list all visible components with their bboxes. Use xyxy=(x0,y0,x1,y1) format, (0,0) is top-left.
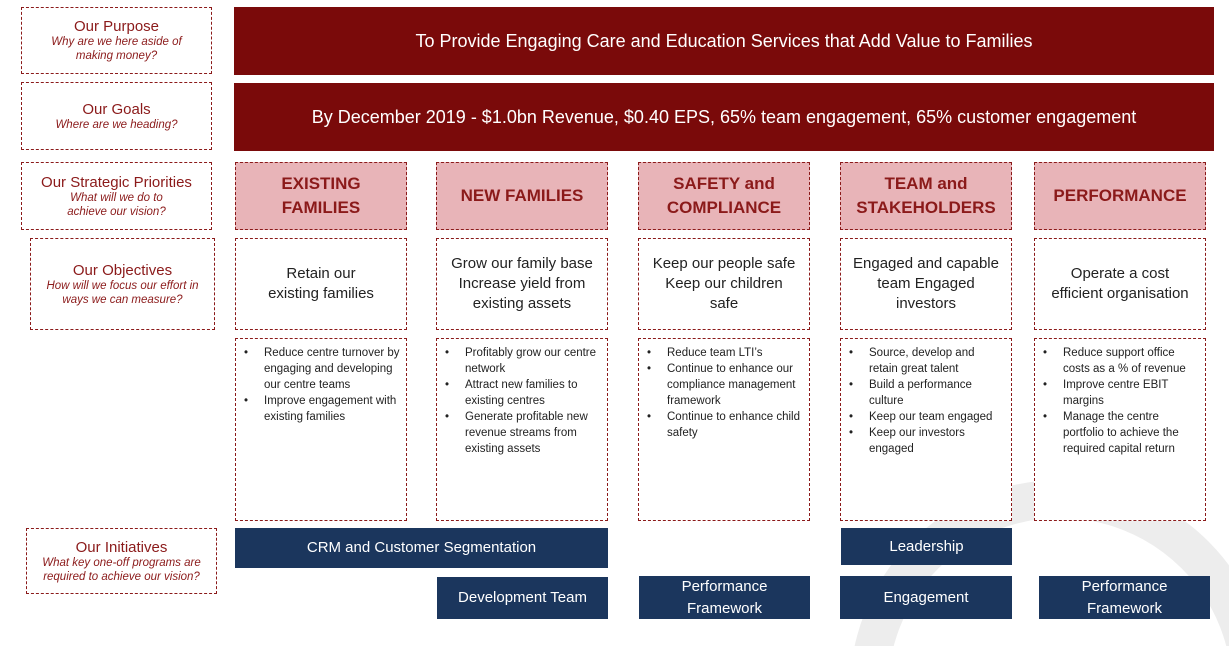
priority-performance xyxy=(1034,162,1206,230)
label-priorities-sub: What will we do to achieve our vision? xyxy=(67,191,166,218)
priority-team-stakeholders xyxy=(840,162,1012,230)
initiatives-new-families xyxy=(436,338,608,521)
list-item: • Reduce team LTI’s xyxy=(645,345,803,361)
performance-framework-label: Performance Framework xyxy=(681,577,768,617)
priority-label: EXISTING FAMILIES xyxy=(281,174,361,217)
objective-text: Operate a cost efficient organisation xyxy=(1051,265,1189,302)
objective-text: Grow our family base Increase yield from existing assets xyxy=(451,255,593,312)
label-initiatives-title: Our Initiatives xyxy=(75,538,168,556)
list-item: • Keep our investors engaged xyxy=(847,425,1005,457)
objective-performance xyxy=(1034,238,1206,330)
purpose-text: To Provide Engaging Care and Education Services that Add Value to Families xyxy=(415,30,1033,51)
objective-team-stakeholders xyxy=(840,238,1012,330)
priority-safety-compliance xyxy=(638,162,810,230)
list-item: • Reduce support office costs as a % of revenue xyxy=(1041,345,1199,377)
list-item: • Attract new families to existing centres xyxy=(443,377,601,409)
performance-framework-button-performance[interactable] xyxy=(1039,576,1210,619)
label-initiatives-sub: What key one-off programs are required to achieve our vision? xyxy=(42,556,201,583)
label-purpose-title: Our Purpose xyxy=(73,18,160,35)
objective-text: Retain our existing families xyxy=(268,265,374,302)
priority-label: SAFETY and COMPLIANCE xyxy=(666,174,782,217)
initiatives-team-stakeholders xyxy=(840,338,1012,521)
crm-segmentation-label: CRM and Customer Segmentation xyxy=(306,539,537,556)
label-objectives-title: Our Objectives xyxy=(72,261,173,279)
list-item: • Source, develop and retain great talent xyxy=(847,345,1005,377)
list-item: • Continue to enhance our compliance management framework xyxy=(645,361,803,409)
crm-segmentation-button[interactable] xyxy=(235,528,608,568)
list-item: • Profitably grow our centre network xyxy=(443,345,601,377)
label-initiatives xyxy=(26,528,217,594)
development-team-button[interactable] xyxy=(437,577,608,619)
list-item: • Manage the centre portfolio to achieve the required capital return xyxy=(1041,409,1199,457)
label-priorities xyxy=(21,162,212,230)
priority-label: PERFORMANCE xyxy=(1053,186,1187,205)
label-goals xyxy=(21,82,212,150)
label-priorities-title: Our Strategic Priorities xyxy=(41,173,192,191)
label-objectives-sub: How will we focus our effort in ways we can measure? xyxy=(46,279,199,306)
objective-new-families xyxy=(436,238,608,330)
priority-label: NEW FAMILIES xyxy=(460,186,584,205)
leadership-label: Leadership xyxy=(889,537,964,555)
priority-new-families xyxy=(436,162,608,230)
list-item: • Build a performance culture xyxy=(847,377,1005,409)
engagement-label: Engagement xyxy=(883,588,969,606)
label-goals-title: Our Goals xyxy=(82,100,151,118)
performance-framework-button-safety[interactable] xyxy=(639,576,810,619)
leadership-button[interactable] xyxy=(841,528,1012,565)
list-item: • Improve engagement with existing families xyxy=(242,393,400,425)
goals-text: By December 2019 - $1.0bn Revenue, $0.40 EPS, 65% team engagement, 65% customer engagement xyxy=(311,106,1137,127)
list-item: • Generate profitable new revenue streams from existing assets xyxy=(443,409,601,457)
label-goals-sub: Where are we heading? xyxy=(55,118,178,131)
initiatives-existing-families xyxy=(235,338,407,521)
priority-label: TEAM and STAKEHOLDERS xyxy=(856,174,996,217)
goals-banner xyxy=(234,83,1214,151)
performance-framework-label: Performance Framework xyxy=(1081,577,1168,617)
list-item: • Keep our team engaged xyxy=(847,409,1005,425)
objective-existing-families xyxy=(235,238,407,330)
objective-safety-compliance xyxy=(638,238,810,330)
initiatives-safety-compliance xyxy=(638,338,810,521)
priority-existing-families xyxy=(235,162,407,230)
list-item: • Improve centre EBIT margins xyxy=(1041,377,1199,409)
list-item: • Reduce centre turnover by engaging and developing our centre teams xyxy=(242,345,400,393)
purpose-banner xyxy=(234,7,1214,75)
initiatives-performance xyxy=(1034,338,1206,521)
development-team-label: Development Team xyxy=(458,589,587,606)
list-item: • Continue to enhance child safety xyxy=(645,409,803,441)
label-objectives xyxy=(30,238,215,330)
label-purpose-sub: Why are we here aside of making money? xyxy=(51,36,182,62)
label-purpose xyxy=(21,7,212,74)
engagement-button[interactable] xyxy=(840,576,1012,619)
objective-text: Engaged and capable team Engaged investors xyxy=(853,255,999,312)
objective-text: Keep our people safe Keep our children safe xyxy=(652,255,796,312)
